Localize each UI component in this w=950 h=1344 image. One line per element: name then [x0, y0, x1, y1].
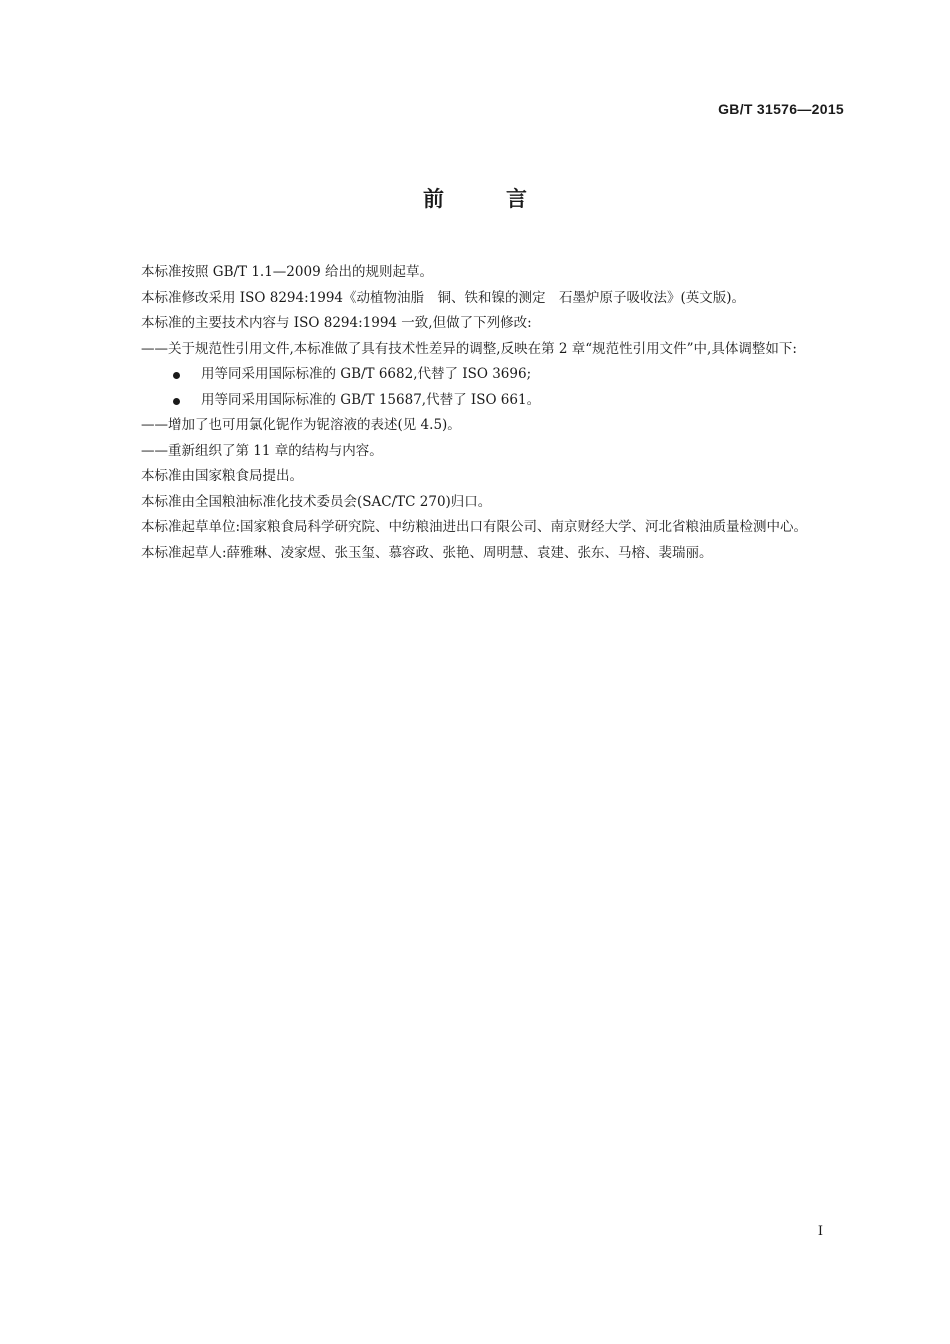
paragraph-adoption: 本标准修改采用 ISO 8294:1994《动植物油脂 铜、铁和镍的测定 石墨炉原子吸收法》(英文版)。: [141, 289, 746, 306]
paragraph-technical-committee: 本标准由全国粮油标准化技术委员会(SAC/TC 270)归口。: [141, 493, 492, 510]
bullet-text: 用等同采用国际标准的 GB/T 15687,代替了 ISO 661。: [201, 391, 541, 408]
paragraph-proposer: 本标准由国家粮食局提出。: [141, 468, 303, 484]
paragraph-drafters: 本标准起草人:薛雅琳、凌家煜、张玉玺、慕容政、张艳、周明慧、袁建、张东、马榕、裴瑞丽。: [141, 544, 713, 561]
bullet-item-gbt-6682: [108, 362, 848, 388]
page-title: 前言: [423, 187, 589, 211]
bullet-item-gbt-15687: [108, 388, 848, 414]
bullet-text: 用等同采用国际标准的 GB/T 6682,代替了 ISO 3696;: [201, 366, 532, 382]
list-item-niobium-chloride: ——增加了也可用氯化铌作为铌溶液的表述(见 4.5)。: [141, 417, 461, 433]
list-item-chapter-11: ——重新组织了第 11 章的结构与内容。: [141, 442, 383, 459]
paragraph-modifications-intro: 本标准的主要技术内容与 ISO 8294:1994 一致,但做了下列修改:: [141, 315, 532, 331]
list-item-normative-references: ——关于规范性引用文件,本标准做了具有技术性差异的调整,反映在第 2 章“规范性引用文件”中,具体调整如下:: [141, 340, 797, 357]
paragraph-drafting-units: 本标准起草单位:国家粮食局科学研究院、中纺粮油进出口有限公司、南京财经大学、河北省粮油质量检测中心。: [141, 519, 808, 535]
foreword-body: [108, 260, 848, 566]
bullet-dot-icon: [173, 398, 180, 405]
standard-code: GB/T 31576—2015: [718, 101, 844, 117]
paragraph-drafting-rules: 本标准按照 GB/T 1.1—2009 给出的规则起草。: [141, 264, 433, 280]
bullet-dot-icon: [173, 372, 180, 379]
page-number: I: [817, 1224, 823, 1239]
